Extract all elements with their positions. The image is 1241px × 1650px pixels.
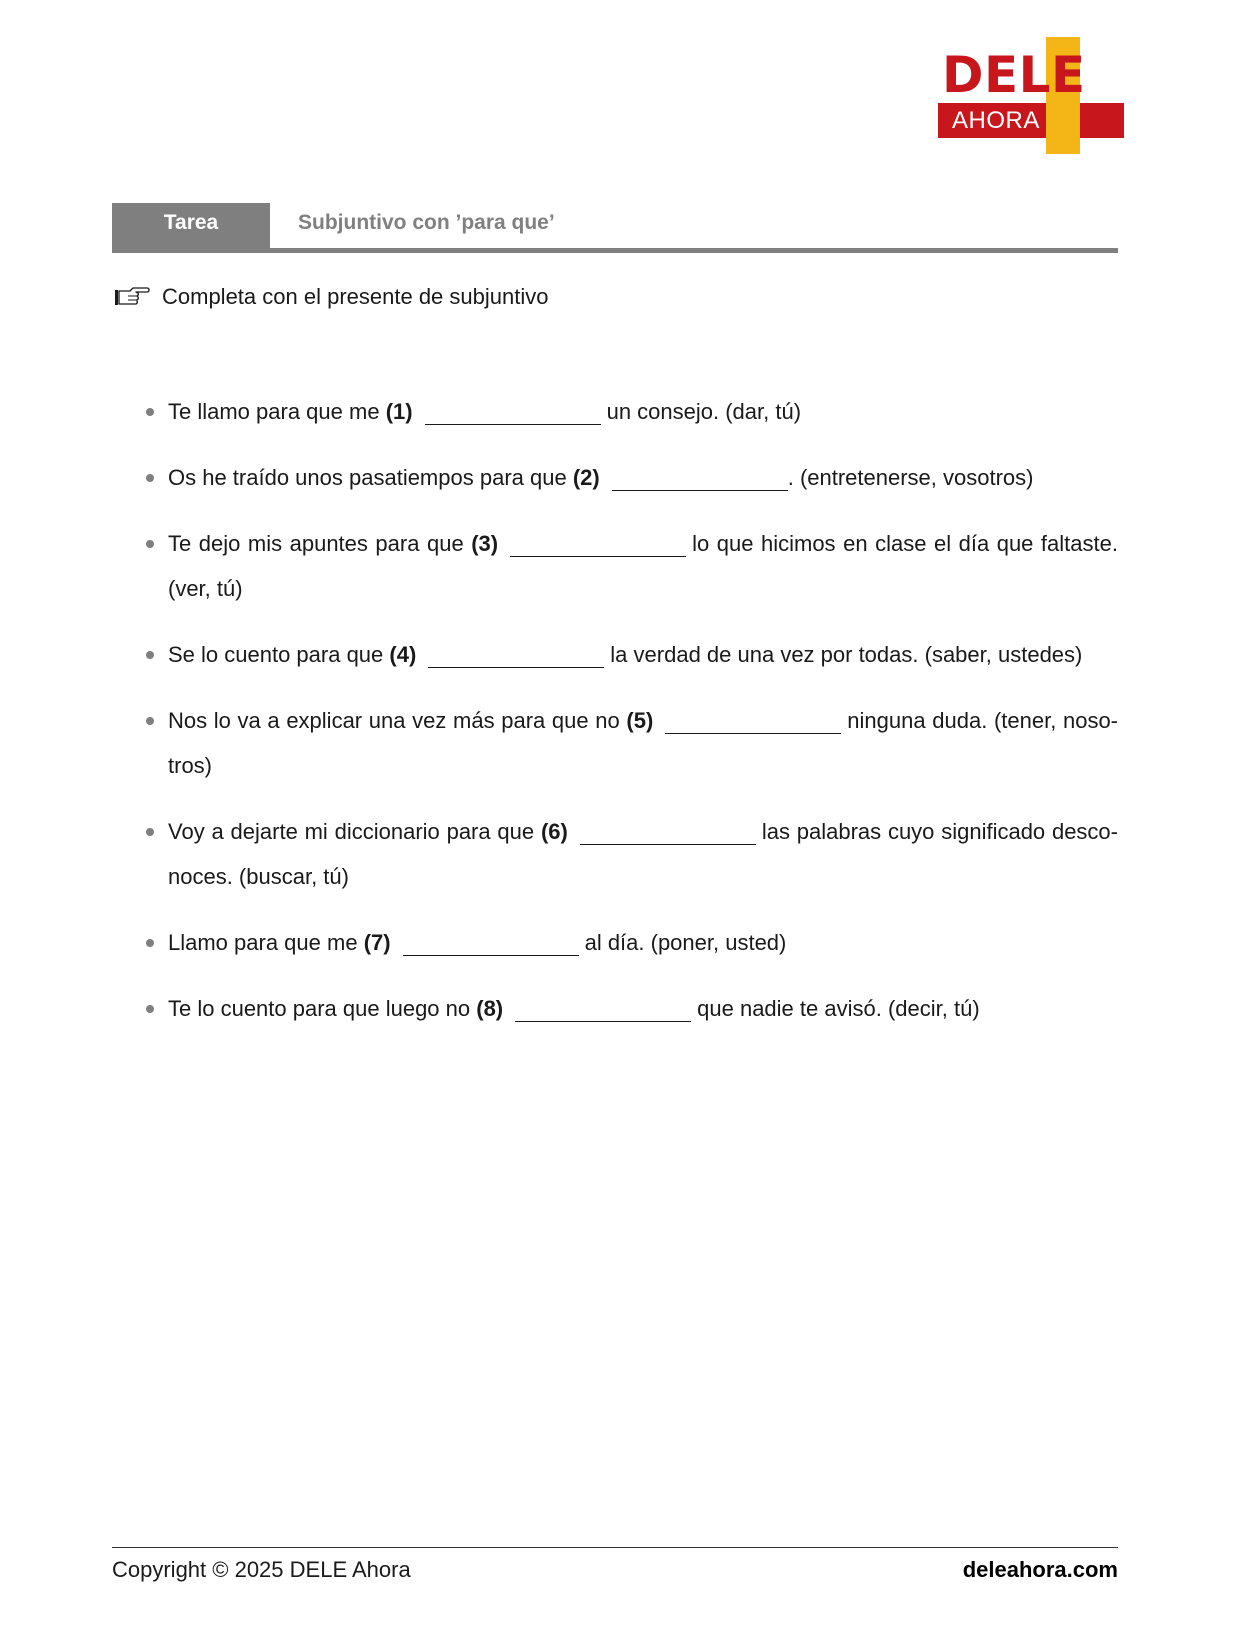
logo-dele-text: DELE	[942, 46, 1086, 104]
bullet-dot	[146, 651, 154, 659]
answer-blank-7[interactable]	[403, 927, 579, 956]
answer-blank-5[interactable]	[665, 705, 841, 734]
exercise-text-after: ninguna duda. (tener, noso-tros)	[168, 708, 1119, 778]
exercise-item-4	[146, 632, 1118, 677]
exercise-item-2	[146, 455, 1118, 500]
bullet-dot	[146, 939, 154, 947]
bullet-dot	[146, 474, 154, 482]
exercise-text-before: Os he traído unos pasatiempos para que	[168, 465, 567, 490]
logo-ahora-text: AHORA	[952, 107, 1040, 134]
exercise-list	[146, 389, 1118, 1052]
footer-website-link[interactable]: deleahora.com	[962, 1557, 1118, 1582]
footer-divider	[112, 1547, 1118, 1548]
exercise-text-before: Te lo cuento para que luego no	[168, 996, 471, 1021]
exercise-text-after: que nadie te avisó. (decir, tú)	[697, 996, 980, 1021]
exercise-text-after: lo que hicimos en clase el día que faltaste. (ver, tú)	[168, 531, 1118, 601]
exercise-text-before: Te llamo para que me	[168, 399, 380, 424]
task-title: Subjuntivo con ’para que’	[298, 211, 555, 234]
exercise-text-before: Voy a dejarte mi diccionario para que	[168, 819, 535, 844]
exercise-number: (5)	[626, 708, 654, 733]
exercise-number: (4)	[389, 642, 417, 667]
exercise-text-before: Se lo cuento para que	[168, 642, 384, 667]
instruction	[114, 279, 548, 315]
dele-ahora-logo	[938, 37, 1124, 155]
exercise-number: (1)	[385, 399, 413, 424]
instruction-text: Completa con el presente de subjuntivo	[162, 284, 549, 309]
exercise-text-after: un consejo. (dar, tú)	[606, 399, 802, 424]
answer-blank-8[interactable]	[515, 993, 691, 1022]
task-label: Tarea	[112, 203, 270, 248]
answer-blank-2[interactable]	[612, 462, 788, 491]
exercise-text-before: Llamo para que me	[168, 930, 358, 955]
exercise-number: (6)	[540, 819, 568, 844]
answer-blank-1[interactable]	[425, 396, 601, 425]
exercise-text-before: Te dejo mis apuntes para que	[168, 531, 464, 556]
answer-blank-4[interactable]	[428, 639, 604, 668]
exercise-item-5	[146, 698, 1118, 788]
footer-copyright: Copyright © 2025 DELE Ahora	[112, 1557, 411, 1582]
exercise-text-after: la verdad de una vez por todas. (saber, ustedes)	[610, 642, 1083, 667]
exercise-item-8	[146, 986, 1118, 1031]
bullet-dot	[146, 1005, 154, 1013]
bullet-dot	[146, 540, 154, 548]
bullet-dot	[146, 828, 154, 836]
exercise-number: (8)	[476, 996, 504, 1021]
bullet-dot	[146, 408, 154, 416]
exercise-number: (7)	[363, 930, 391, 955]
bullet-dot	[146, 717, 154, 725]
exercise-item-3	[146, 521, 1118, 611]
answer-blank-3[interactable]	[510, 528, 686, 557]
exercise-number: (3)	[471, 531, 499, 556]
exercise-number: (2)	[572, 465, 600, 490]
exercise-item-7	[146, 920, 1118, 965]
answer-blank-6[interactable]	[580, 816, 756, 845]
exercise-text-after: las palabras cuyo significado desco-noces. (buscar, tú)	[168, 819, 1118, 889]
exercise-text-after: al día. (poner, usted)	[584, 930, 787, 955]
task-header	[112, 203, 1118, 253]
exercise-text-before: Nos lo va a explicar una vez más para que no	[168, 708, 620, 733]
exercise-item-6	[146, 809, 1118, 899]
pointing-hand-icon	[114, 284, 150, 310]
exercise-item-1	[146, 389, 1118, 434]
exercise-text-after: . (entretenerse, vosotros)	[787, 465, 1034, 490]
